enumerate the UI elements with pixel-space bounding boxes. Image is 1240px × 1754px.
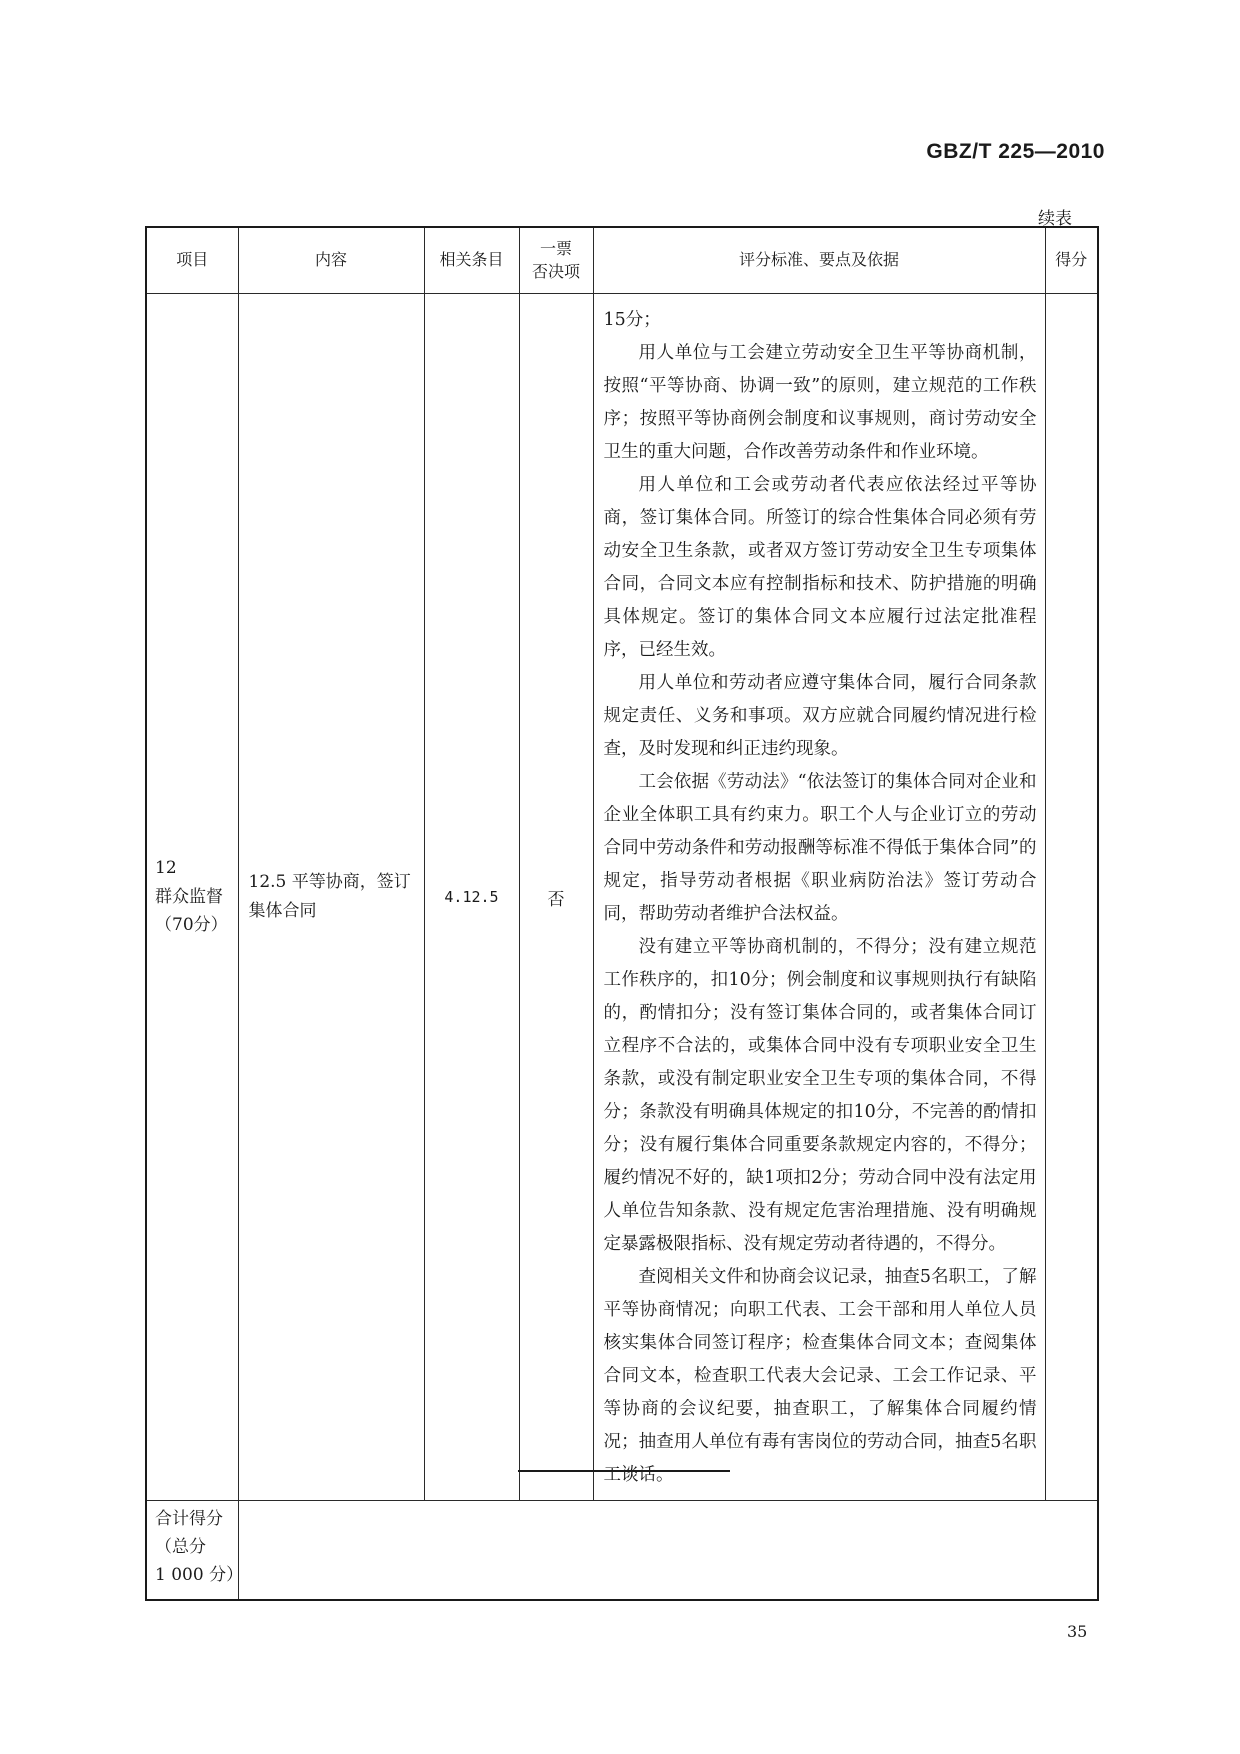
total-label-line1: 合计得分 [155, 1509, 223, 1529]
continuation-label: 续表 [1038, 209, 1072, 229]
criteria-paragraph: 没有建立平等协商机制的，不得分；没有建立规范工作秩序的，扣10分；例会制度和议事规则执行有缺陷的，酌情扣分；没有签订集体合同的，或者集体合同订立程序不合法的，或集体合同中没有专项职业安全卫生条款，或没有制定职业安全卫生专项的集体合同，不得分；条款没有明确具体规定的扣10分，不完善的酌情扣分；没有履行集体合同重要条款规定内容的，不得分；履约情况不好的，缺1项扣2分；劳动合同中没有法定用人单位告知条款、没有规定危害治理措施、没有明确规定暴露极限指标、没有规定劳动者待遇的，不得分。 [603, 937, 1037, 1254]
item-name: 群众监督 [155, 886, 223, 907]
header-criteria: 评分标准、要点及依据 [593, 227, 1045, 294]
page-number: 35 [1067, 1622, 1088, 1641]
header-clause: 相关条目 [424, 227, 519, 294]
header-veto [519, 227, 593, 294]
veto-cell: 否 [519, 294, 593, 1501]
header-score: 得分 [1045, 227, 1098, 294]
header-content: 内容 [238, 227, 424, 294]
criteria-paragraph: 用人单位和劳动者应遵守集体合同，履行合同条款规定责任、义务和事项。双方应就合同履约情况进行检查，及时发现和纠正违约现象。 [603, 673, 1037, 759]
item-cell [146, 294, 238, 1501]
clause-cell: 4.12.5 [424, 294, 519, 1501]
header-veto-line1: 一票 [539, 239, 572, 259]
criteria-paragraph: 用人单位和工会或劳动者代表应依法经过平等协商，签订集体合同。所签订的综合性集体合同必须有劳动安全卫生条款，或者双方签订劳动安全卫生专项集体合同，合同文本应有控制指标和技术、防护措施的明确具体规定。签订的集体合同文本应履行过法定批准程序，已经生效。 [603, 475, 1037, 660]
criteria-cell [593, 294, 1045, 1501]
criteria-paragraph: 15分； [603, 310, 661, 330]
criteria-paragraph: 用人单位与工会建立劳动安全卫生平等协商机制，按照“平等协商、协调一致”的原则，建立规范的工作秩序；按照平等协商例会制度和议事规则，商讨劳动安全卫生的重大问题，合作改善劳动条件和作业环境。 [603, 343, 1037, 462]
total-label [146, 1501, 244, 1601]
table-header-row [146, 227, 1098, 294]
total-score-cell[interactable] [238, 1501, 1098, 1601]
total-label-line3: 1 000 分） [155, 1565, 244, 1586]
total-row [146, 1501, 1098, 1601]
table-row [146, 294, 1098, 1501]
criteria-paragraph: 工会依据《劳动法》“依法签订的集体合同对企业和企业全体职工具有约束力。职工个人与企业订立的劳动合同中劳动条件和劳动报酬等标准不得低于集体合同”的规定，指导劳动者根据《职业病防治法》签订劳动合同，帮助劳动者维护合法权益。 [603, 772, 1037, 924]
scoring-table [145, 226, 1099, 1601]
total-label-line2: （总分 [155, 1537, 206, 1558]
header-item: 项目 [146, 227, 238, 294]
content-cell: 12.5 平等协商，签订集体合同 [238, 294, 424, 1501]
item-points: （70分） [155, 915, 228, 936]
criteria-paragraph: 查阅相关文件和协商会议记录，抽查5名职工，了解平等协商情况；向职工代表、工会干部和用人单位人员核实集体合同签订程序；检查集体合同文本；查阅集体合同文本，检查职工代表大会记录、工会工作记录、平等协商的会议纪要，抽查职工，了解集体合同履约情况；抽查用人单位有毒有害岗位的劳动合同，抽查5名职工谈话。 [603, 1267, 1037, 1485]
item-number: 12 [155, 857, 177, 878]
score-cell[interactable] [1045, 294, 1098, 1501]
header-veto-line2: 否决项 [531, 261, 580, 281]
standard-code: GBZ/T 225—2010 [926, 140, 1105, 163]
end-divider [518, 1470, 730, 1472]
